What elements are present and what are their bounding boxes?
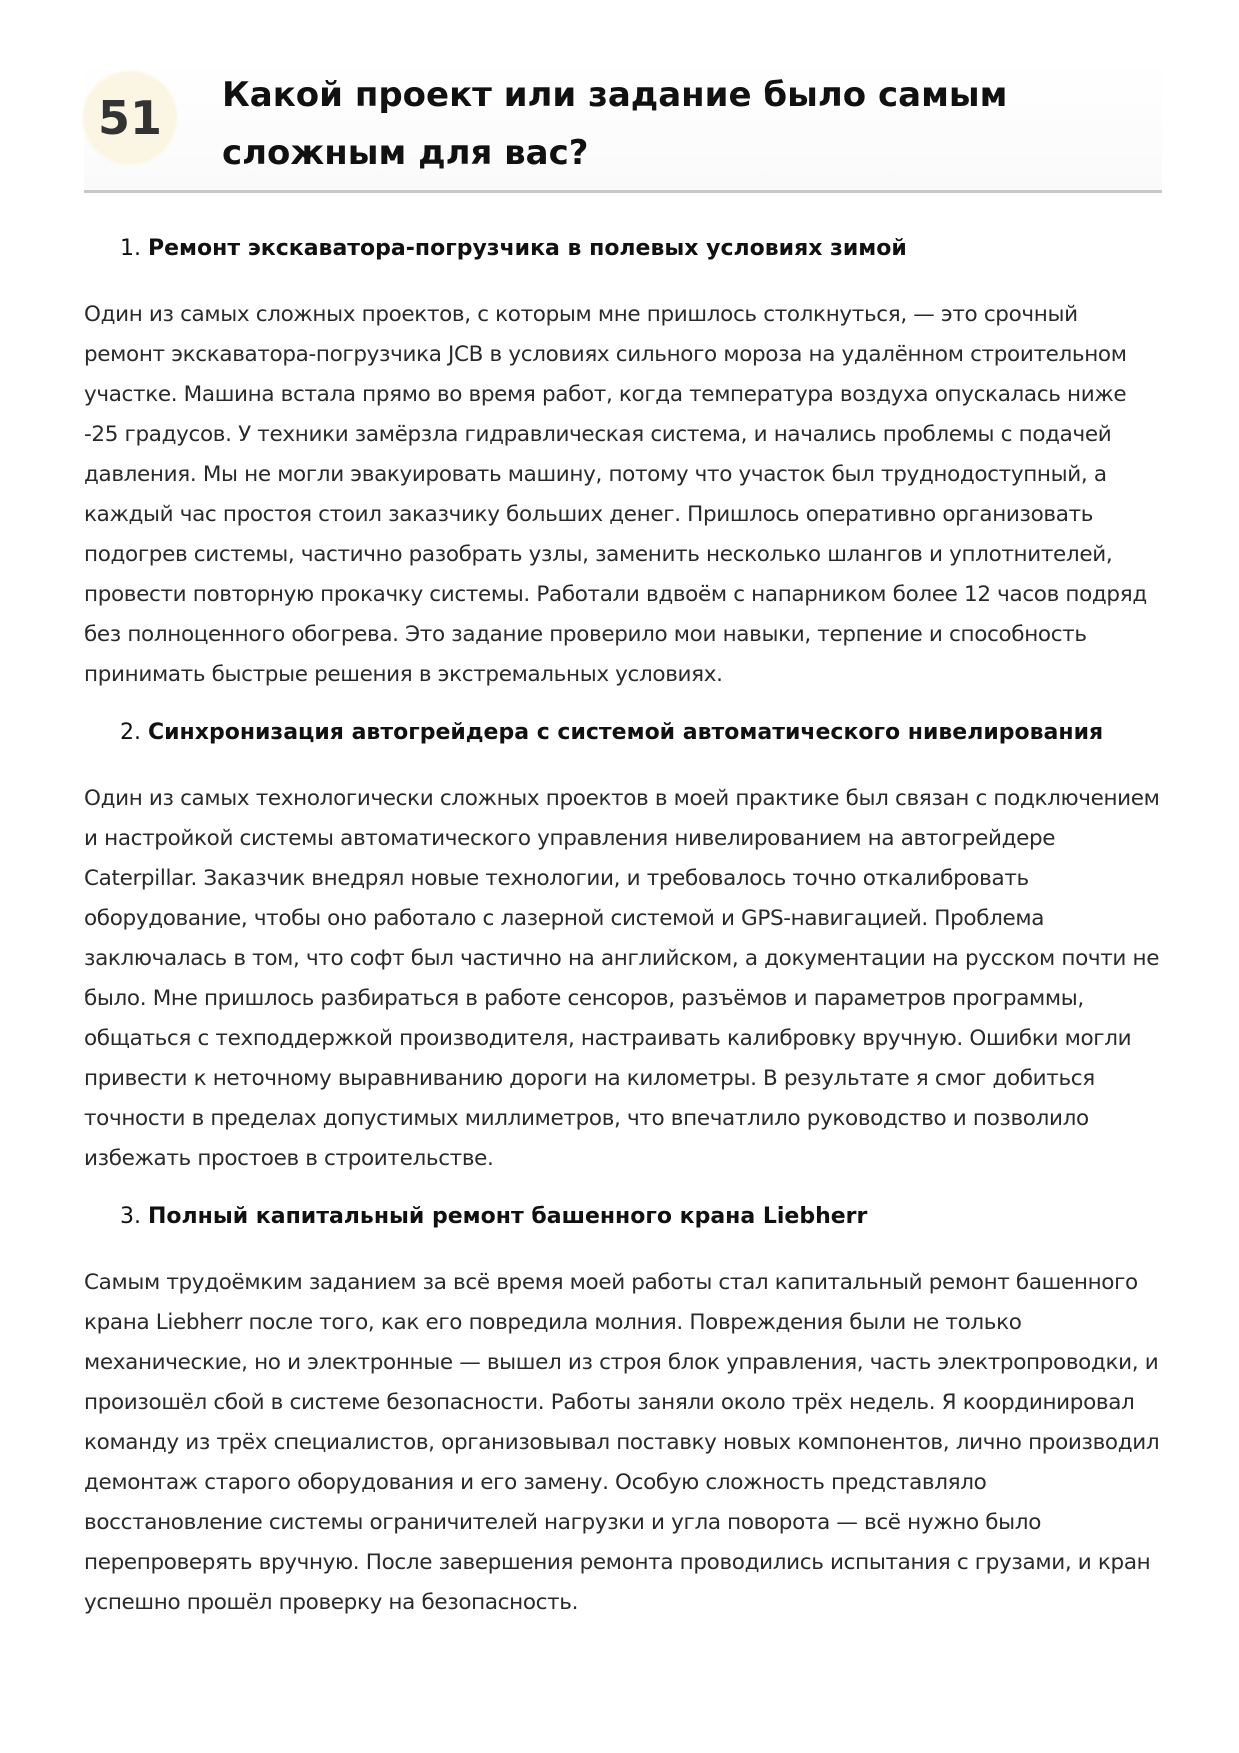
answer-content [84, 233, 1162, 1623]
section-body: Самым трудоёмким заданием за всё время моей работы стал капитальный ремонт башенного крана Liebherr после того, как его повредила молния. Повреждения были не только механические, но и электронные — вышел из строя блок управления, часть электропроводки, и произошёл сбой в системе безопасности. Работы заняли около трёх недель. Я координировал команду из трёх специалистов, организовывал поставку новых компонентов, лично производил демонтаж старого оборудования и его замену. Особую сложность представляло восстановление системы ограничителей нагрузки и угла поворота — всё нужно было перепроверять вручную. После завершения ремонта проводились испытания с грузами, и кран успешно прошёл проверку на безопасность. [84, 1270, 1160, 1615]
question-header [84, 60, 1162, 193]
section-heading [120, 1201, 1162, 1233]
section-heading [120, 717, 1162, 749]
section-heading [120, 233, 1162, 265]
section-heading-text: Ремонт экскаватора-погрузчика в полевых условиях зимой [148, 236, 907, 261]
section-number: 1. [120, 236, 141, 261]
section-heading-text: Синхронизация автогрейдера с системой автоматического нивелирования [148, 720, 1104, 745]
answer-section-1 [84, 233, 1162, 695]
answer-section-2 [84, 717, 1162, 1179]
section-heading-text: Полный капитальный ремонт башенного крана Liebherr [148, 1204, 868, 1229]
section-body: Один из самых технологически сложных проектов в моей практике был связан с подключением и настройкой системы автоматического управления нивелированием на автогрейдере Caterpillar. Заказчик внедрял новые технологии, и требовалось точно откалибровать оборудование, чтобы оно работало с лазерной системой и GPS-навигацией. Проблема заключалась в том, что софт был частично на английском, а документации на русском почти не было. Мне пришлось разбираться в работе сенсоров, разъёмов и параметров программы, общаться с техподдержкой производителя, настраивать калибровку вручную. Ошибки могли привести к неточному выравниванию дороги на километры. В результате я смог добиться точности в пределах допустимых миллиметров, что впечатлило руководство и позволило избежать простоев в строительстве. [84, 786, 1160, 1171]
question-number-badge: 51 [84, 72, 176, 164]
answer-section-3 [84, 1201, 1162, 1623]
section-number: 2. [120, 720, 141, 745]
document-page [84, 60, 1162, 1645]
section-body: Один из самых сложных проектов, с которым мне пришлось столкнуться, — это срочный ремонт экскаватора-погрузчика JCB в условиях сильного мороза на удалённом строительном участке. Машина встала прямо во время работ, когда температура воздуха опускалась ниже -25 градусов. У техники замёрзла гидравлическая система, и начались проблемы с подачей давления. Мы не могли эвакуировать машину, потому что участок был труднодоступный, а каждый час простоя стоил заказчику больших денег. Пришлось оперативно организовать подогрев системы, частично разобрать узлы, заменить несколько шлангов и уплотнителей, провести повторную прокачку системы. Работали вдвоём с напарником более 12 часов подряд без полноценного обогрева. Это задание проверило мои навыки, терпение и способность принимать быстрые решения в экстремальных условиях. [84, 302, 1147, 687]
question-title: Какой проект или задание было самым сложным для вас? [222, 75, 1008, 173]
section-number: 3. [120, 1204, 141, 1229]
